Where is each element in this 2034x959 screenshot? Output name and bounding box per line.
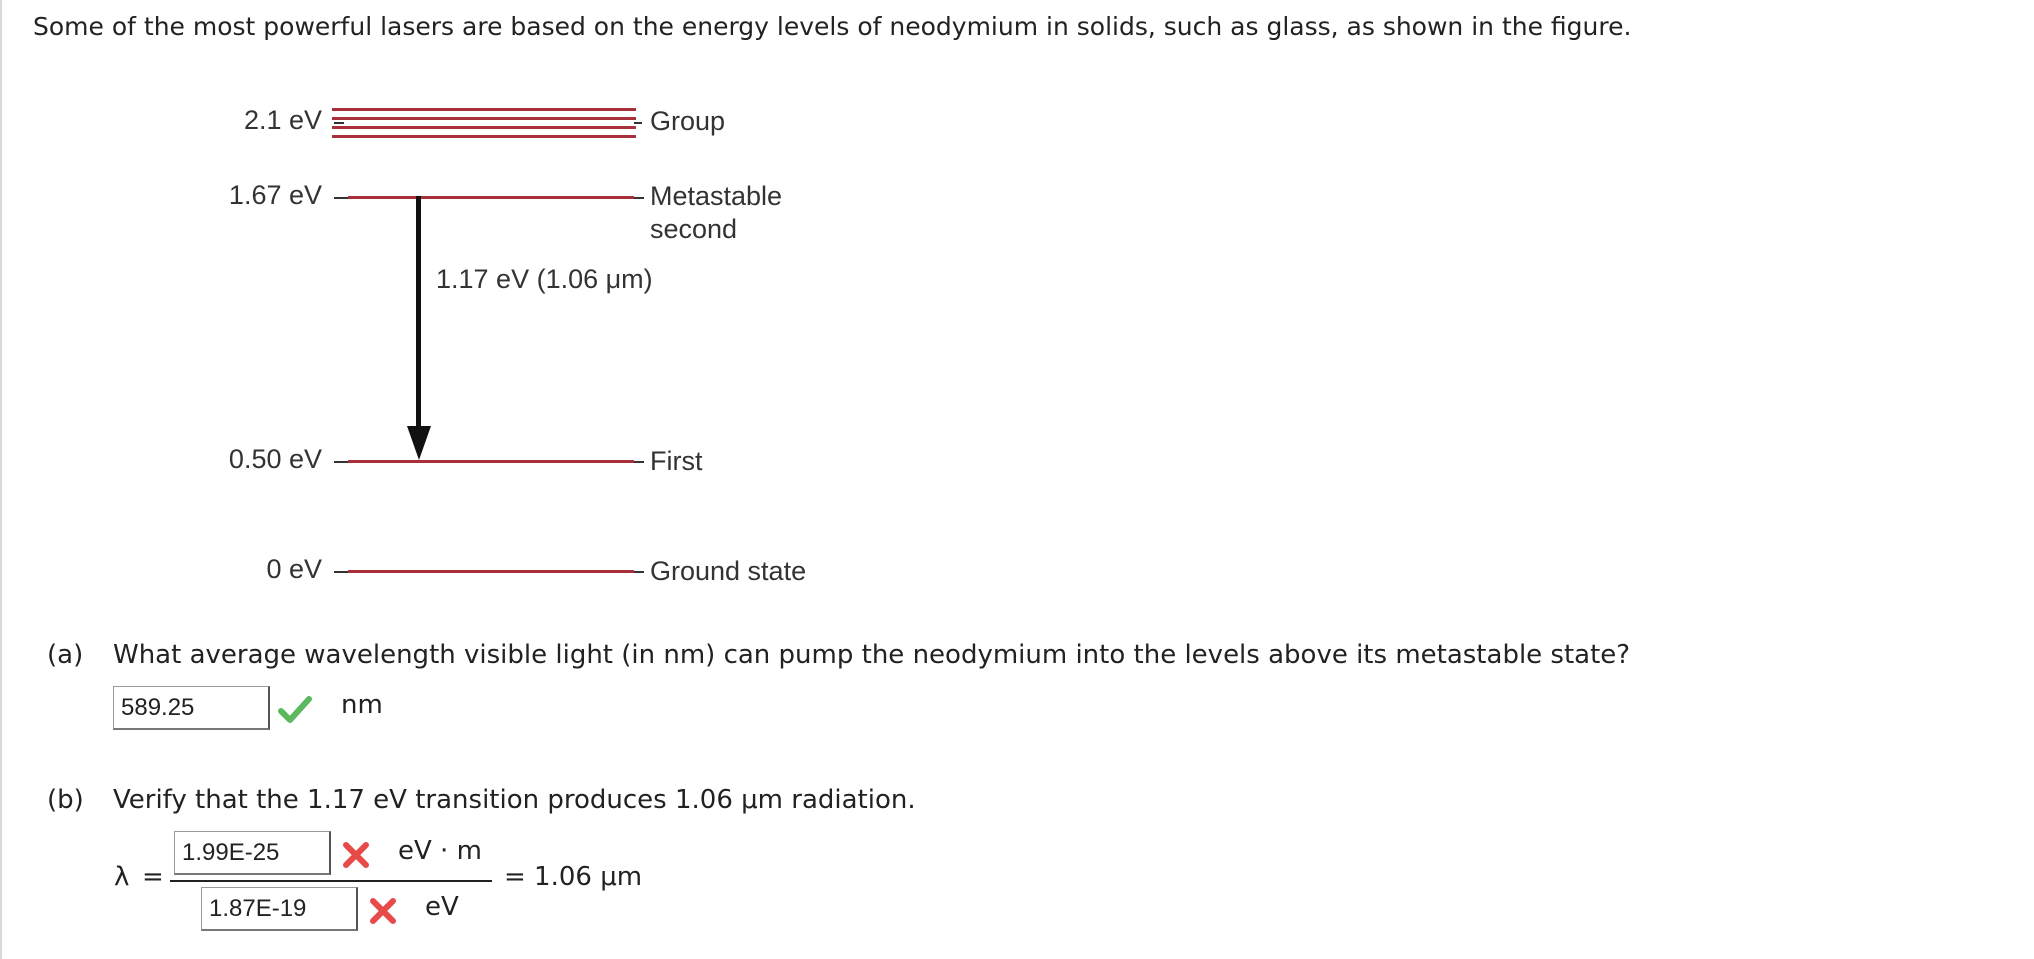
state-label-first: First xyxy=(650,446,703,476)
result-text: = 1.06 μm xyxy=(504,862,643,892)
part-a-unit: nm xyxy=(341,690,383,720)
part-b-letter: (b) xyxy=(47,785,84,815)
connector-line xyxy=(634,197,644,199)
part-a-letter: (a) xyxy=(47,640,84,670)
state-label-group: Group xyxy=(650,106,726,136)
part-a-question xyxy=(47,638,1630,672)
connector-line xyxy=(634,571,644,573)
part-b-text: Verify that the 1.17 eV transition produces 1.06 μm radiation. xyxy=(113,785,916,815)
lambda-symbol: λ xyxy=(114,862,130,892)
energy-level-line xyxy=(332,126,636,129)
energy-level-line xyxy=(348,196,634,199)
energy-level-line xyxy=(332,117,636,120)
numerator-input[interactable] xyxy=(174,831,331,875)
energy-level-line xyxy=(332,135,636,138)
fraction-bar xyxy=(170,880,492,882)
transition-label: 1.17 eV (1.06 μm) xyxy=(436,264,653,294)
energy-level-line xyxy=(348,460,634,463)
check-icon xyxy=(278,692,312,726)
numerator-unit: eV · m xyxy=(398,836,482,866)
energy-level-line xyxy=(332,108,636,111)
energy-level-line xyxy=(348,570,634,573)
lambda-equals: = xyxy=(142,862,164,892)
connector-line xyxy=(334,461,348,463)
energy-label-0-50: 0.50 eV xyxy=(228,444,322,474)
denominator-unit: eV xyxy=(425,892,459,922)
connector-line xyxy=(334,571,348,573)
connector-line xyxy=(334,122,344,124)
energy-label-0: 0 eV xyxy=(266,554,322,584)
x-icon xyxy=(339,838,373,872)
part-a-text: What average wavelength visible light (in nm) can pump the neodymium into the levels above its metastable state? xyxy=(113,640,1631,670)
connector-line xyxy=(634,122,642,124)
state-label-metastable: Metastable xyxy=(650,181,783,211)
transition-arrow xyxy=(416,196,421,432)
x-icon xyxy=(366,894,400,928)
problem-statement: Some of the most powerful lasers are based on the energy levels of neodymium in solids, such as glass, as shown in the figure. xyxy=(33,12,1632,41)
state-label-second: second xyxy=(650,214,738,244)
connector-line xyxy=(634,461,644,463)
energy-level-diagram xyxy=(182,88,882,608)
energy-label-1-67: 1.67 eV xyxy=(228,180,322,210)
energy-label-2-1: 2.1 eV xyxy=(243,105,322,135)
part-b-question xyxy=(47,783,916,817)
arrow-head-icon xyxy=(407,426,431,460)
state-label-ground: Ground state xyxy=(650,556,807,586)
part-a-answer-input[interactable] xyxy=(113,686,270,730)
denominator-input[interactable] xyxy=(201,887,358,931)
connector-line xyxy=(334,197,348,199)
